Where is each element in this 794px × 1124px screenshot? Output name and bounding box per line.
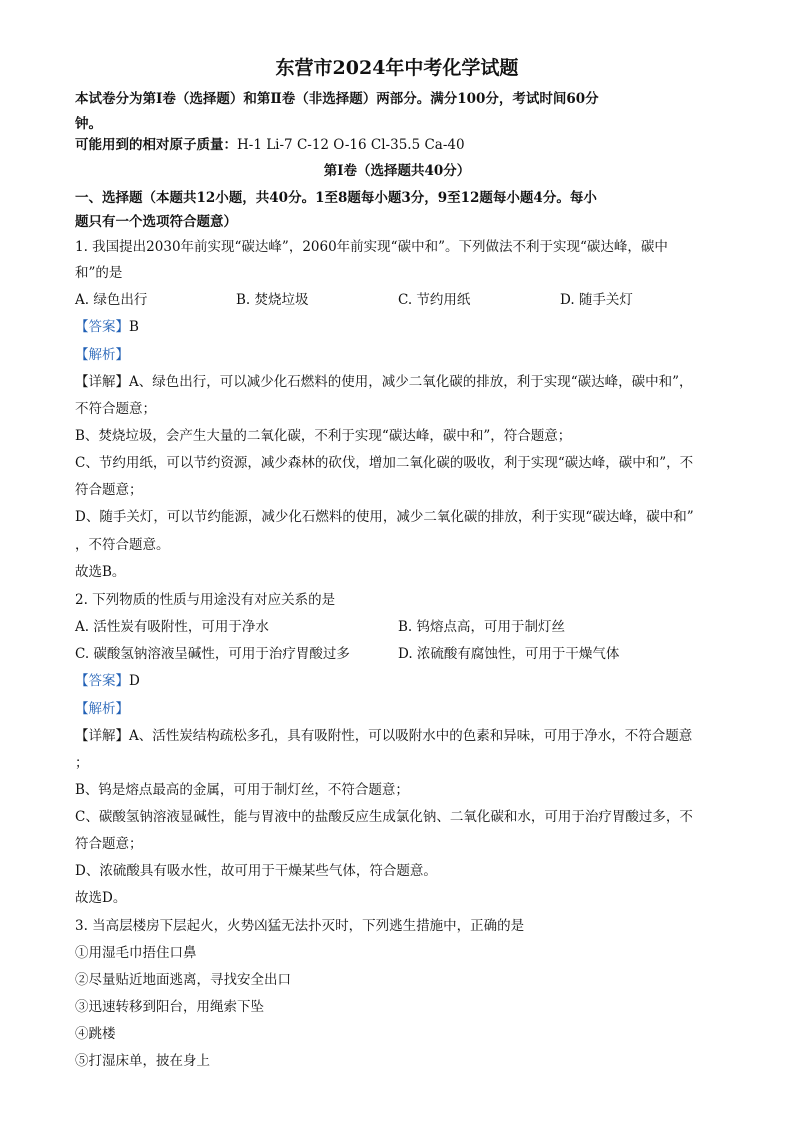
q2-detail-line-2: ； [75,755,89,771]
q1-stem-line-2: 和”的是 [75,265,123,281]
q2-detail-line-5: 符合题意； [75,836,143,852]
q1-option-b: B. 焚烧垃圾 [236,292,309,308]
q1-analysis-label: 【解析】 [75,347,129,363]
q2-detail-line-6: D、浓硫酸具有吸水性，故可用于干燥某些气体，符合题意。 [75,863,437,879]
q1-detail-line-8: 故选B。 [75,564,126,580]
q1-option-a: A. 绿色出行 [75,292,148,308]
q3-item-4: ④跳楼 [75,1026,116,1042]
q1-detail-line-6: D、随手关灯，可以节约能源，减少化石燃料的使用，减少二氧化碳的排放，利于实现“碳达峰，碳中和” [75,509,694,525]
intro-line-1: 本试卷分为第Ⅰ卷（选择题）和第Ⅱ卷（非选择题）两部分。满分100分，考试时间60分 [75,91,599,107]
q1-detail-line-1: 【详解】A、绿色出行，可以减少化石燃料的使用，减少二氧化碳的排放，利于实现“碳达峰，碳中和”， [75,374,693,390]
q1-detail-line-7: ，不符合题意。 [75,537,170,553]
q1-detail-line-3: B、焚烧垃圾，会产生大量的二氧化碳，不利于实现“碳达峰，碳中和”，符合题意； [75,428,572,444]
q2-stem: 2. 下列物质的性质与用途没有对应关系的是 [75,592,336,608]
q2-detail-line-1: 【详解】A、活性炭结构疏松多孔，具有吸附性，可以吸附水中的色素和异味，可用于净水，不符合题意 [75,728,693,744]
q3-item-3: ③迅速转移到阳台，用绳索下坠 [75,999,264,1015]
q2-answer-line [75,672,725,690]
intro-line-2: 钟。 [75,116,102,132]
part1-line-1: 一、选择题（本题共12小题，共40分。1至8题每小题3分，9至12题每小题4分。每小 [75,190,597,206]
q2-answer-label: 【答案】 [75,673,129,689]
q1-option-d: D. 随手关灯 [560,292,633,308]
q1-detail-line-5: 符合题意； [75,482,143,498]
q1-answer-value: B [129,319,139,335]
page-title: 东营市2024年中考化学试题 [275,57,519,79]
q2-option-c: C. 碳酸氢钠溶液呈碱性，可用于治疗胃酸过多 [75,646,350,662]
section-heading: 第Ⅰ卷（选择题共40分） [323,163,471,179]
q3-item-1: ①用湿毛巾捂住口鼻 [75,945,197,961]
atomic-mass-label: 可能用到的相对原子质量： [75,137,237,153]
q2-detail-line-7: 故选D。 [75,890,127,906]
q1-answer-line [75,318,725,336]
part1-line-2: 题只有一个选项符合题意） [75,214,237,230]
q3-item-5: ⑤打湿床单，披在身上 [75,1053,210,1069]
q3-stem: 3. 当高层楼房下层起火，火势凶猛无法扑灭时，下列逃生措施中，正确的是 [75,918,525,934]
q2-option-d: D. 浓硫酸有腐蚀性，可用于干燥气体 [398,646,620,662]
q3-item-2: ②尽量贴近地面逃离，寻找安全出口 [75,972,291,988]
q2-answer-value: D [129,673,140,689]
q1-option-c: C. 节约用纸 [398,292,471,308]
q2-detail-line-4: C、碳酸氢钠溶液显碱性，能与胃液中的盐酸反应生成氯化钠、二氧化碳和水，可用于治疗胃酸过多，不 [75,809,693,825]
q1-answer-label: 【答案】 [75,319,129,335]
q1-detail-line-2: 不符合题意； [75,401,156,417]
q2-option-b: B. 钨熔点高，可用于制灯丝 [398,619,566,635]
q2-option-a: A. 活性炭有吸附性，可用于净水 [75,619,269,635]
q1-stem-line-1: 1. 我国提出2030年前实现“碳达峰”，2060年前实现“碳中和”。下列做法不利于实现“碳达峰，碳中 [75,239,668,255]
atomic-mass-values: H-1 Li-7 C-12 O-16 Cl-35.5 Ca-40 [237,137,465,153]
q2-detail-line-3: B、钨是熔点最高的金属，可用于制灯丝，不符合题意； [75,782,409,798]
q1-detail-line-4: C、节约用纸，可以节约资源，减少森林的砍伐，增加二氧化碳的吸收，利于实现“碳达峰，碳中和”，不 [75,455,694,471]
atomic-mass-line [75,136,725,154]
q2-analysis-label: 【解析】 [75,701,129,717]
